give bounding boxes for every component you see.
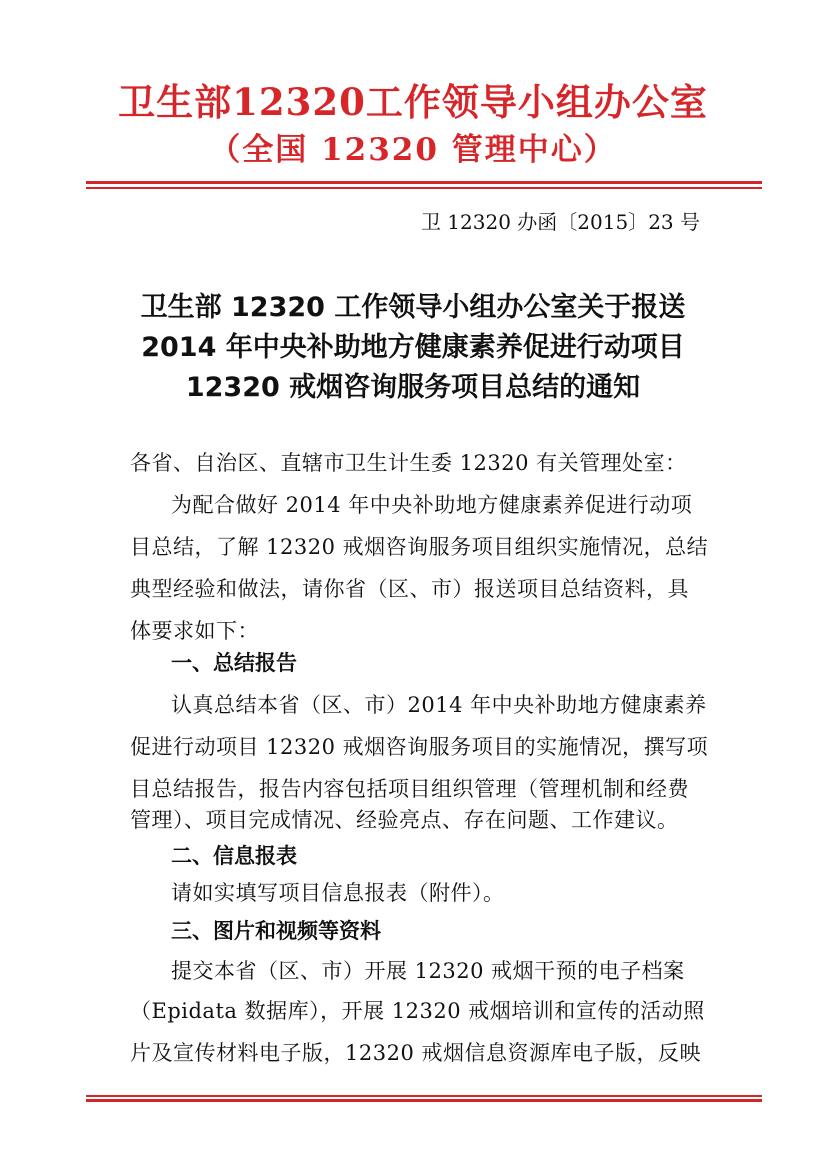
section-heading-images-videos: 三、图片和视频等资料 [171, 919, 381, 943]
section-line: （Epidata 数据库），开展 12320 戒烟培训和宣传的活动照 [130, 999, 705, 1023]
intro-line: 目总结，了解 12320 戒烟咨询服务项目组织实施情况，总结 [130, 535, 709, 559]
org-subtitle: （全国 12320 管理中心） [209, 132, 617, 168]
section-line: 请如实填写项目信息报表（附件）。 [171, 881, 505, 905]
intro-line: 典型经验和做法，请你省（区、市）报送项目总结资料，具 [130, 577, 689, 601]
section-line: 促进行动项目 12320 戒烟咨询服务项目的实施情况，撰写项 [130, 735, 709, 759]
document-title-line-3: 12320 戒烟咨询服务项目总结的通知 [185, 372, 641, 403]
intro-line: 体要求如下： [130, 619, 259, 643]
document-title-line-2: 2014 年中央补助地方健康素养促进行动项目 [141, 332, 685, 363]
header-rule-thin [86, 187, 762, 189]
section-line: 认真总结本省（区、市）2014 年中央补助地方健康素养 [171, 693, 707, 717]
intro-line: 为配合做好 2014 年中央补助地方健康素养促进行动项 [171, 493, 693, 517]
section-line: 目总结报告，报告内容包括项目组织管理（管理机制和经费 [130, 777, 689, 801]
section-heading-info-report: 二、信息报表 [171, 844, 297, 868]
document-title-line-1: 卫生部 12320 工作领导小组办公室关于报送 [140, 292, 686, 323]
org-title: 卫生部12320工作领导小组办公室 [118, 80, 708, 124]
section-line: 管理）、项目完成情况、经验亮点、存在问题、工作建议。 [130, 808, 679, 832]
header-rule-thick [86, 181, 762, 184]
footer-rule-thick [86, 1099, 762, 1102]
section-line: 片及宣传材料电子版，12320 戒烟信息资源库电子版，反映 [130, 1041, 701, 1065]
footer-rule-thin [86, 1095, 762, 1097]
section-line: 提交本省（区、市）开展 12320 戒烟干预的电子档案 [171, 959, 685, 983]
salutation: 各省、自治区、直辖市卫生计生委 12320 有关管理处室： [130, 451, 687, 475]
section-heading-summary-report: 一、总结报告 [171, 651, 297, 675]
document-number: 卫 12320 办函〔2015〕23 号 [420, 210, 700, 234]
